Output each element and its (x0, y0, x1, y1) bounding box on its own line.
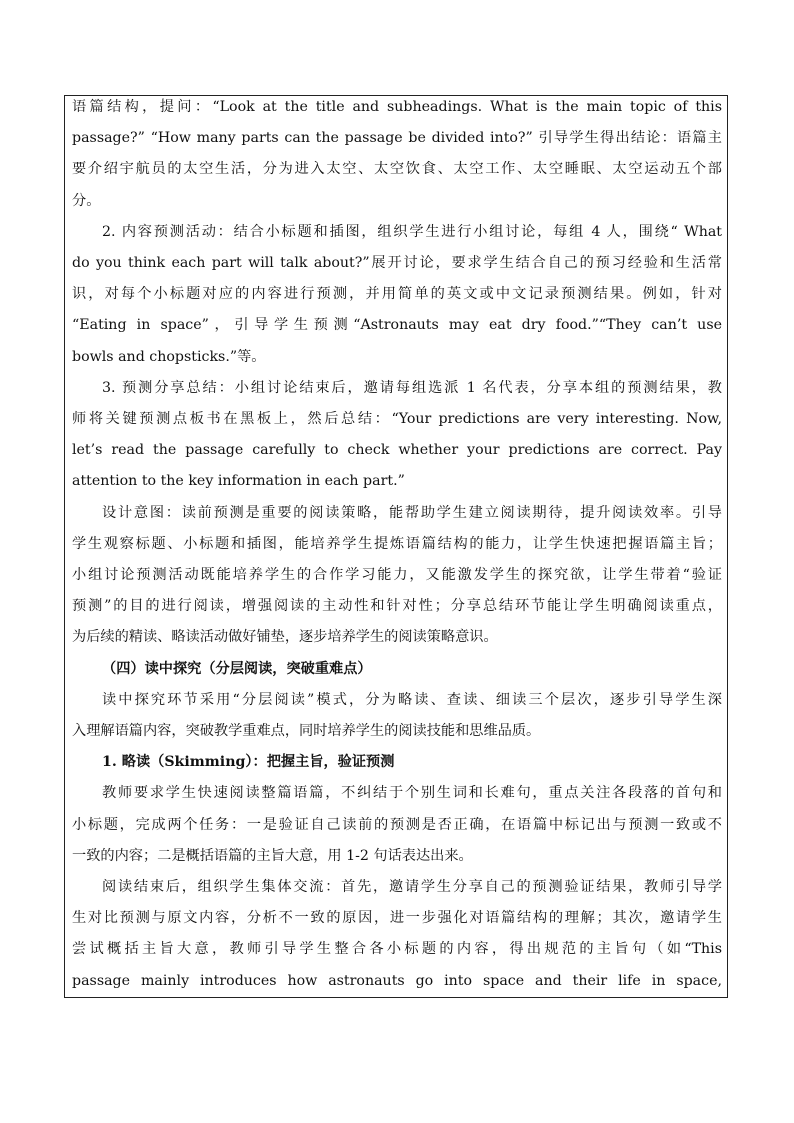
section-heading-line: （四）读中探究（分层阅读，突破重难点） (102, 660, 372, 677)
text-line: let’s read the passage carefully to check whether your predictions are correct. Pay (72, 442, 722, 459)
text-line: 分。 (72, 192, 101, 209)
text-line: 设计意图：读前预测是重要的阅读策略，能帮助学生建立阅读期待，提升阅读效率。引导 (102, 504, 722, 521)
text-line: 阅读结束后，组织学生集体交流：首先，邀请学生分享自己的预测验证结果，教师引导学 (102, 879, 722, 895)
text-line: 师将关键预测点板书在黑板上，然后总结：“Your predictions are very interesting. Now, (72, 411, 722, 427)
section-heading-line: 1. 略读（Skimming）：把握主旨，验证预测 (102, 754, 395, 771)
text-line: 识，对每个小标题对应的内容进行预测，并用简单的英文或中文记录预测结果。例如，针对 (72, 286, 722, 303)
text-line: 小标题，完成两个任务：一是验证自己读前的预测是否正确，在语篇中标记出与预测一致或不 (72, 816, 722, 833)
text-line: 小组讨论预测活动既能培养学生的合作学习能力，又能激发学生的探究欲，让学生带着“验证 (72, 567, 722, 583)
text-line: do you think each part will talk about?”展开讨论，要求学生结合自己的预习经验和生活常 (72, 255, 722, 271)
text-line: 预测”的目的进行阅读，增强阅读的主动性和针对性；分享总结环节能让学生明确阅读重点， (72, 598, 722, 615)
text-line: 语篇结构，提问：“Look at the title and subheadings. What is the main topic of this (72, 99, 722, 115)
text-line: 2. 内容预测活动：结合小标题和插图，组织学生进行小组讨论，每组 4 人，围绕“ What (102, 223, 722, 240)
text-line: 要介绍宇航员的太空生活，分为进入太空、太空饮食、太空工作、太空睡眠、太空运动五个部 (72, 161, 722, 178)
text-line: 生对比预测与原文内容，分析不一致的原因，进一步强化对语篇结构的理解；其次，邀请学生 (72, 910, 722, 927)
text-line: 一致的内容；二是概括语篇的主旨大意，用 1-2 句话表达出来。 (72, 847, 473, 864)
text-line: attention to the key information in each part.” (72, 473, 405, 490)
text-line: 入理解语篇内容，突破教学重难点，同时培养学生的阅读技能和思维品质。 (72, 723, 541, 739)
text-line: “Eating in space”，引导学生预测“Astronauts may eat dry food.”“They can’t use (72, 317, 722, 334)
text-line: 学生观察标题、小标题和插图，能培养学生提炼语篇结构的能力，让学生快速把握语篇主旨； (72, 535, 722, 552)
text-line: 读中探究环节采用“分层阅读”模式，分为略读、查读、细读三个层次，逐步引导学生深 (102, 691, 722, 708)
text-line: bowls and chopsticks.”等。 (72, 348, 266, 365)
text-line: 教师要求学生快速阅读整篇语篇，不纠结于个别生词和长难句，重点关注各段落的首句和 (102, 785, 722, 802)
text-line: passage?” “How many parts can the passage be divided into?” 引导学生得出结论：语篇主 (72, 130, 722, 147)
text-line: passage mainly introduces how astronauts go into space and their life in space, (72, 972, 722, 989)
text-line: 为后续的精读、略读活动做好铺垫，逐步培养学生的阅读策略意识。 (72, 629, 498, 646)
text-line: 尝试概括主旨大意，教师引导学生整合各小标题的内容，得出规范的主旨句（如“This (72, 941, 722, 958)
text-line: 3. 预测分享总结：小组讨论结束后，邀请每组选派 1 名代表，分享本组的预测结果，教 (102, 379, 722, 396)
